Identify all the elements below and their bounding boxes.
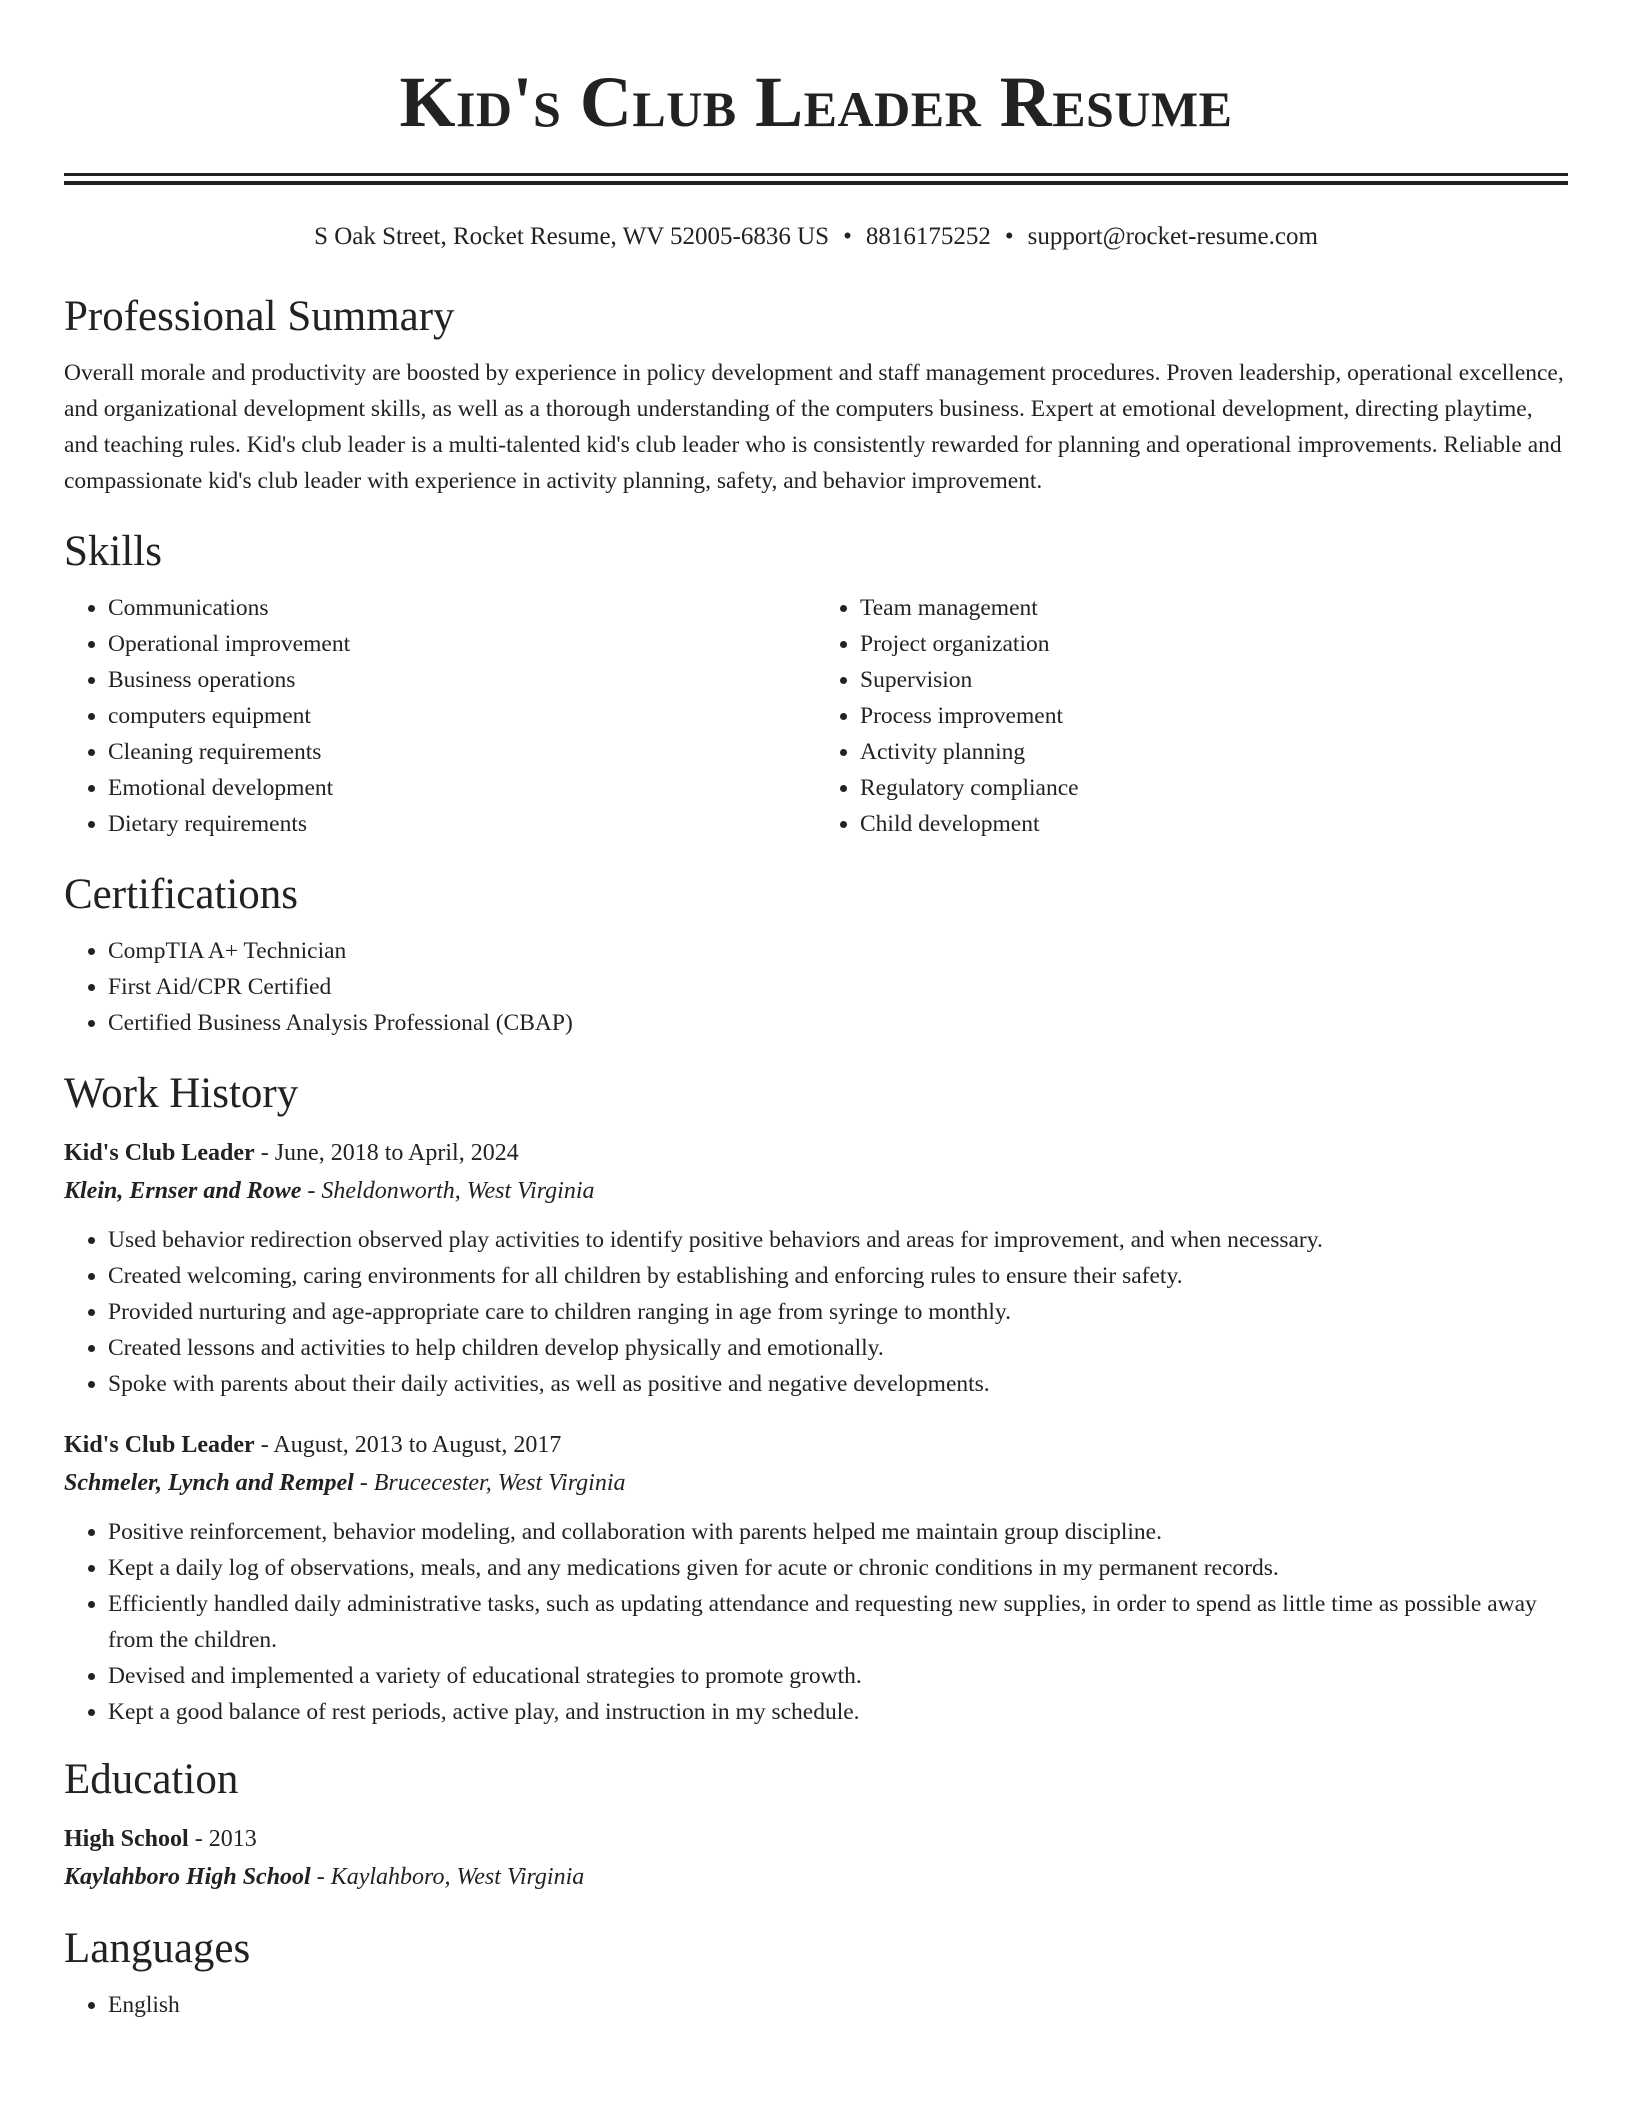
title-double-rule	[64, 173, 1568, 185]
skill-item: • Communications	[108, 590, 816, 626]
job-bullets	[64, 1222, 1568, 1402]
job-entry	[64, 1134, 1568, 1402]
job-title-line	[64, 1134, 1568, 1172]
summary-text: Overall morale and productivity are boosted by experience in policy development and staff management procedures. Proven leadership, operational excellence, and organizational development skills, as well as a thorough understanding of the computers business. Expert at emotional development, directing playtime, and teaching rules. Kid's club leader is a multi-talented kid's club leader who is consistently rewarded for planning and operational improvements. Reliable and compassionate kid's club leader with experience in activity planning, safety, and behavior improvement.	[64, 360, 1564, 494]
job-bullets	[64, 1514, 1568, 1730]
job-location: - Brucecester, West Virginia	[353, 1470, 626, 1496]
section-heading-work-history: Work History	[64, 1070, 299, 1117]
language-item: • English	[108, 1987, 1568, 2023]
education-school: Kaylahboro High School	[64, 1864, 311, 1890]
contact-line	[64, 221, 1568, 253]
languages-list	[64, 1987, 1568, 2023]
skill-item: • Business operations	[108, 662, 816, 698]
contact-address: S Oak Street, Rocket Resume, WV 52005-6836 US	[314, 223, 830, 250]
education-year: - 2013	[188, 1826, 257, 1852]
skill-item: • Emotional development	[108, 770, 816, 806]
section-heading-skills: Skills	[64, 528, 162, 575]
skills-list-left	[64, 590, 816, 842]
education-school-line	[64, 1858, 1568, 1896]
job-dates: - June, 2018 to April, 2024	[254, 1140, 519, 1166]
job-bullet: • Devised and implemented a variety of educational strategies to promote growth.	[108, 1658, 1568, 1694]
skill-item: • Cleaning requirements	[108, 734, 816, 770]
job-bullet: • Created welcoming, caring environments for all children by establishing and enforcing rules to ensure their safety.	[108, 1258, 1568, 1294]
skill-item: • Team management	[860, 590, 1568, 626]
skill-item: • Dietary requirements	[108, 806, 816, 842]
skill-item: • Operational improvement	[108, 626, 816, 662]
skill-item: • Regulatory compliance	[860, 770, 1568, 806]
contact-email: support@rocket-resume.com	[1027, 223, 1318, 250]
skill-item: • Child development	[860, 806, 1568, 842]
job-title: Kid's Club Leader	[64, 1432, 255, 1458]
section-heading-certifications: Certifications	[64, 871, 299, 918]
job-bullet: • Used behavior redirection observed play activities to identify positive behaviors and areas for improvement, and when necessary.	[108, 1222, 1568, 1258]
job-company: Klein, Ernser and Rowe	[64, 1178, 302, 1204]
certifications-list	[64, 933, 1568, 1041]
resume-title: Kid's Club Leader Resume	[399, 62, 1233, 142]
job-title-line	[64, 1426, 1568, 1464]
job-bullet: • Efficiently handled daily administrative tasks, such as updating attendance and requesting new supplies, in order to spend as little time as possible away from the children.	[108, 1586, 1568, 1658]
job-location: - Sheldonworth, West Virginia	[301, 1178, 595, 1204]
skill-item: • computers equipment	[108, 698, 816, 734]
job-company: Schmeler, Lynch and Rempel	[64, 1470, 354, 1496]
certification-item: • First Aid/CPR Certified	[108, 969, 1568, 1005]
job-title: Kid's Club Leader	[64, 1140, 255, 1166]
contact-separator: •	[843, 223, 852, 250]
section-heading-summary: Professional Summary	[64, 293, 455, 340]
certification-item: • CompTIA A+ Technician	[108, 933, 1568, 969]
skill-item: • Project organization	[860, 626, 1568, 662]
job-company-line	[64, 1464, 1568, 1502]
skill-item: • Supervision	[860, 662, 1568, 698]
job-company-line	[64, 1172, 1568, 1210]
contact-separator: •	[1004, 223, 1014, 250]
skills-columns	[64, 590, 1568, 842]
skills-list-right	[816, 590, 1568, 842]
education-location: - Kaylahboro, West Virginia	[310, 1864, 585, 1890]
job-bullet: • Kept a good balance of rest periods, active play, and instruction in my schedule.	[108, 1694, 1568, 1730]
job-bullet: • Created lessons and activities to help children develop physically and emotionally.	[108, 1330, 1568, 1366]
job-bullet: • Positive reinforcement, behavior modeling, and collaboration with parents helped me maintain group discipline.	[108, 1514, 1568, 1550]
job-bullet: • Spoke with parents about their daily activities, as well as positive and negative developments.	[108, 1366, 1568, 1402]
job-bullet: • Provided nurturing and age-appropriate care to children ranging in age from syringe to monthly.	[108, 1294, 1568, 1330]
certification-item: • Certified Business Analysis Professional (CBAP)	[108, 1005, 1568, 1041]
section-heading-education: Education	[64, 1756, 239, 1803]
education-degree-line	[64, 1820, 1568, 1858]
skill-item: • Process improvement	[860, 698, 1568, 734]
job-dates: - August, 2013 to August, 2017	[254, 1432, 562, 1458]
job-entry	[64, 1426, 1568, 1730]
skill-item: • Activity planning	[860, 734, 1568, 770]
section-heading-languages: Languages	[64, 1925, 251, 1972]
education-degree: High School	[64, 1826, 189, 1852]
contact-phone: 8816175252	[865, 223, 991, 250]
job-bullet: • Kept a daily log of observations, meals, and any medications given for acute or chronic conditions in my permanent records.	[108, 1550, 1568, 1586]
